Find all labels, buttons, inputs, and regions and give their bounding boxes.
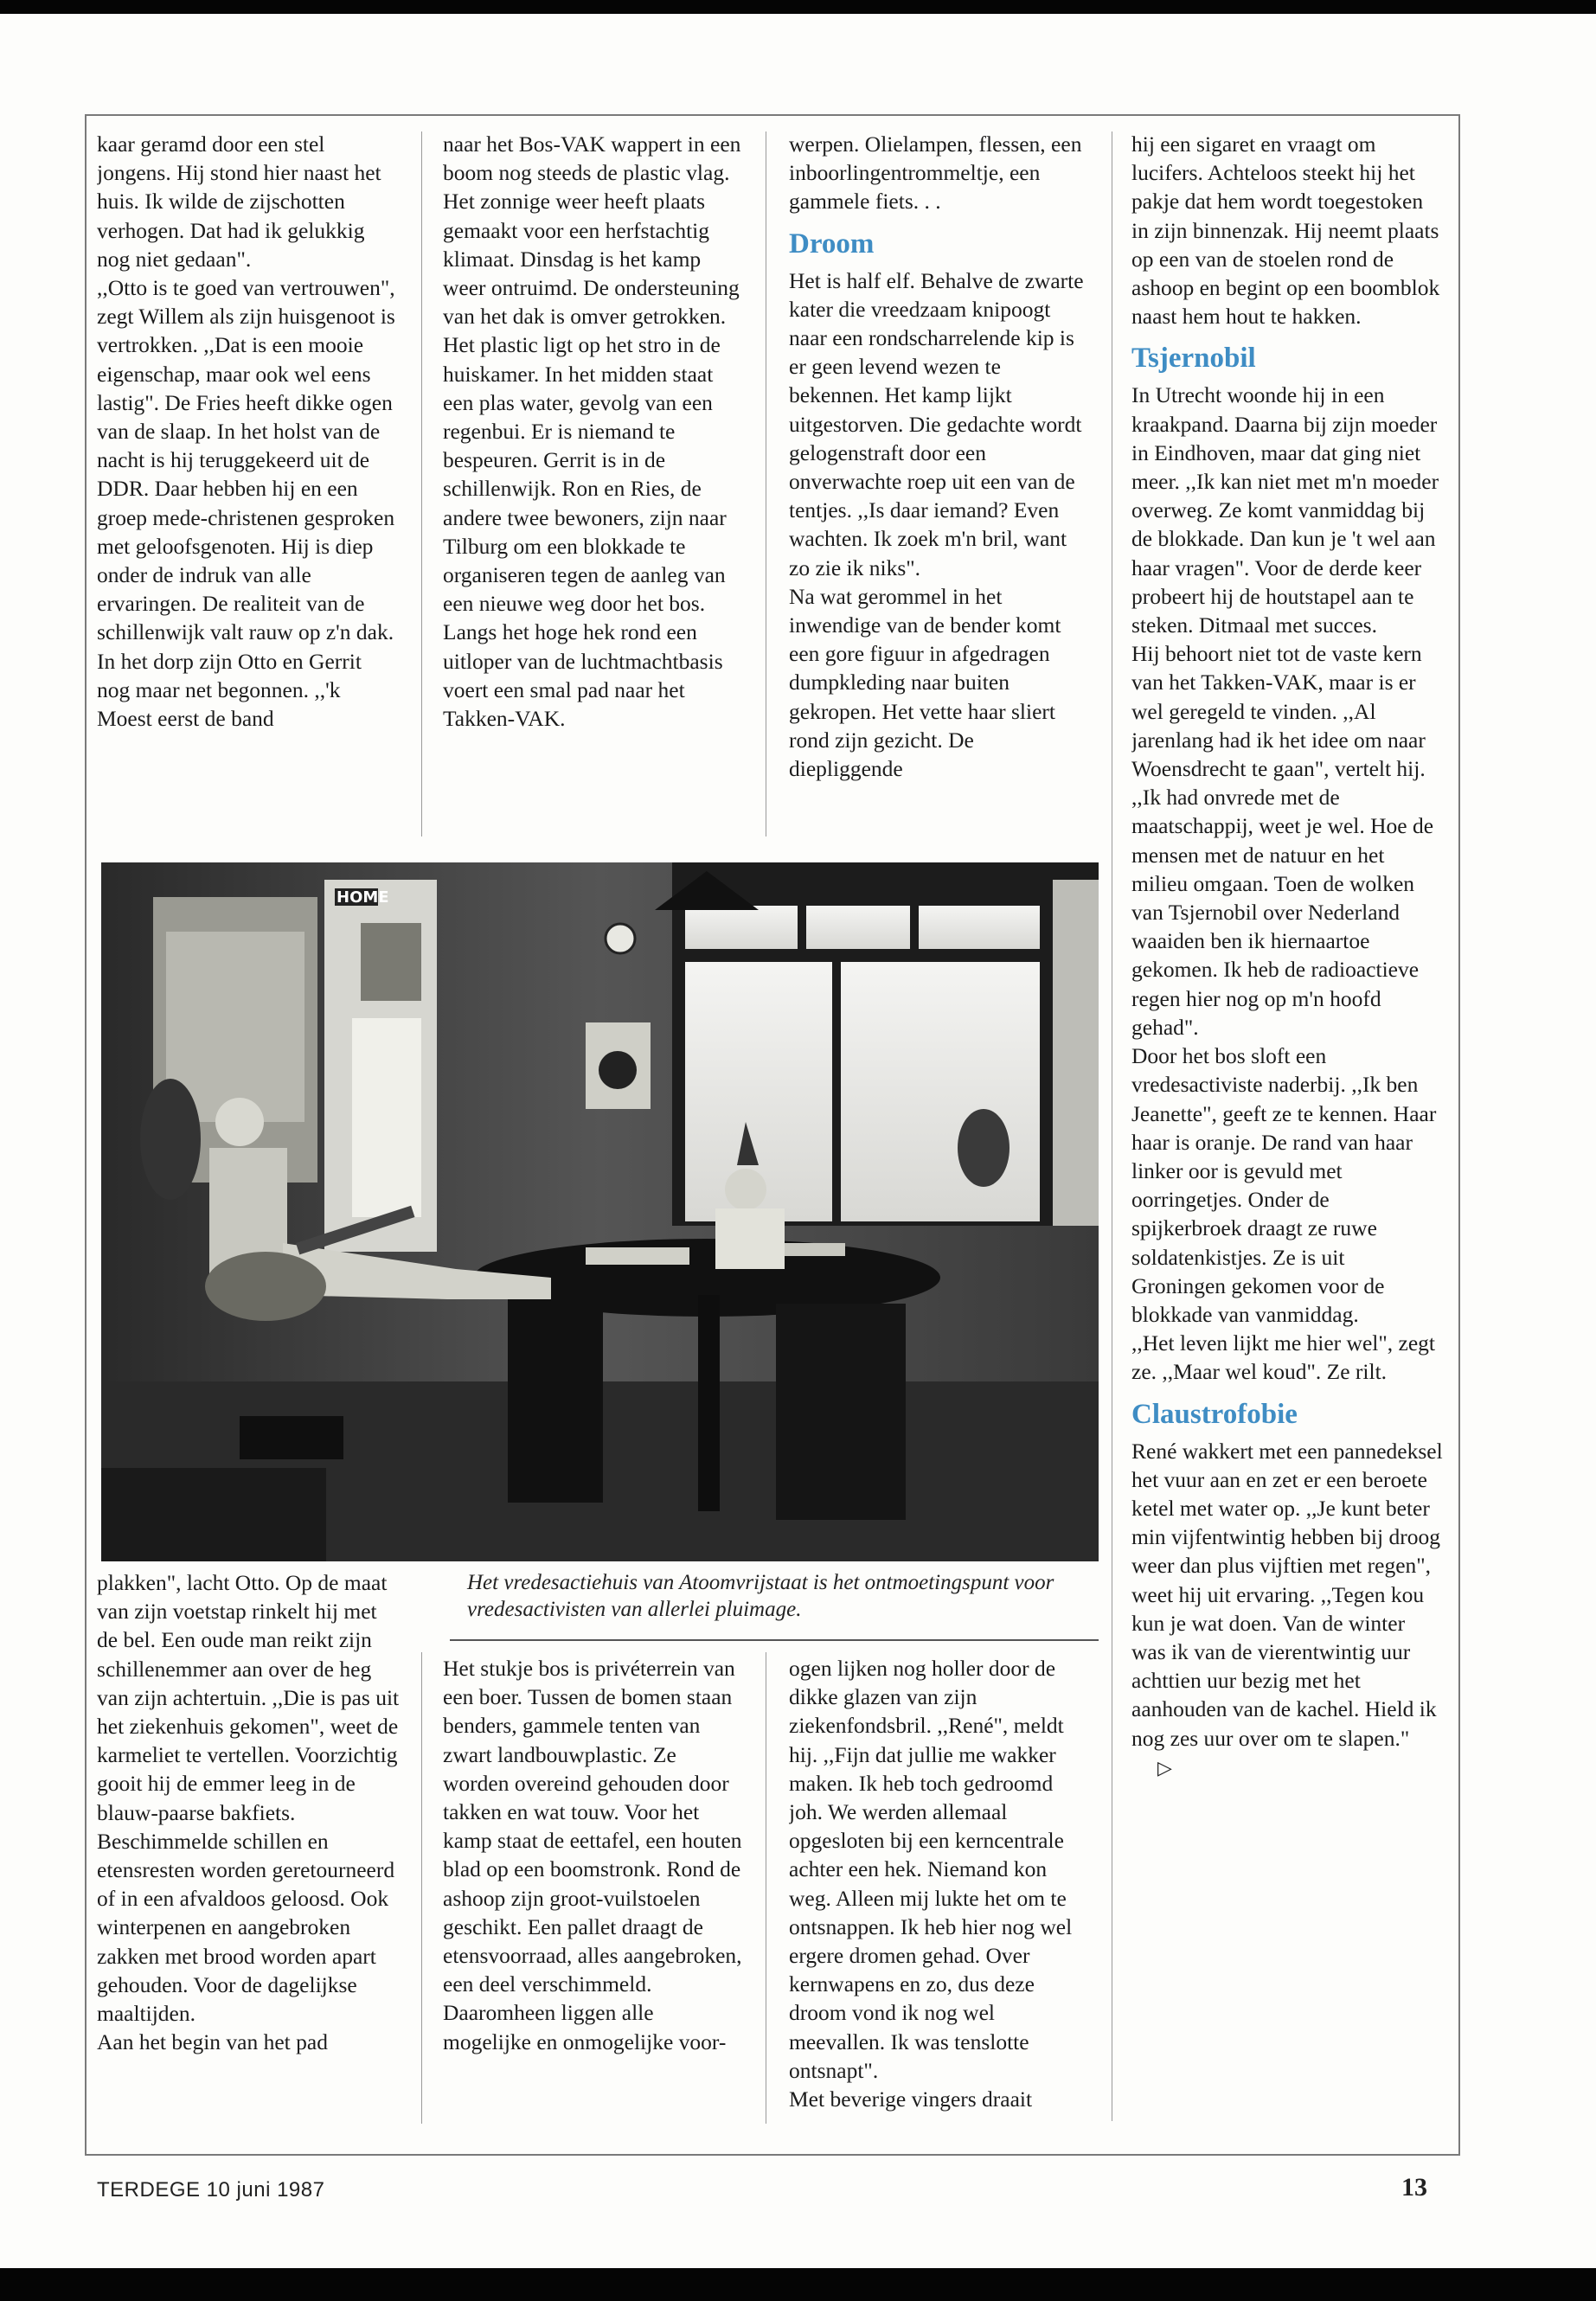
caption-rule [450,1639,1099,1641]
photo-room-illustration [101,862,1099,1561]
body-text: werpen. Olielampen, flessen, een inboorlingentrommeltje, een gammele fiets. . . [789,131,1082,215]
photo-sign-text: HOME [337,888,389,907]
section-heading-claustrofobie: Claustrofobie [1131,1398,1298,1430]
column-divider [421,131,422,836]
body-text: Het is half elf. Behalve de zwarte kater die vreedzaam knipoogt naar een rondscharrelende kip is er geen levend wezen te bekennen. Het kamp lijkt uitgestorven. Die gedachte wordt gelogenstraft door een onverwachte roep uit een van de tentjes. ,,Is daar iemand? Even wachten. Ik zoek m'n bril, want zo zie ik niks". Na wat gerommel in het inwendige van de bender komt een gore figuur in afgedragen dumpkleding naar buiten gekropen. Het vette haar sliert rond zijn gezicht. De diepliggende [789,267,1084,782]
column-1-bottom [97,1568,400,2131]
body-text: plakken", lacht Otto. Op de maat van zijn voetstap rinkelt hij met de bel. Een oude man reikt zijn schillenemmer aan over de heg van zijn achtertuin. ,,Die is pas uit het ziekenhuis gekomen", weet de karmeliet te vertellen. Voorzichtig gooit hij de emmer leeg in de blauw-paarse bakfiets. Beschimmelde schillen en etensresten worden geretourneerd of in een afvaldoos geloosd. Ook winterpenen en aangebroken zakken met brood worden apart gehouden. Voor de dagelijkse maaltijden. Aan het begin van het pad [97,1570,400,2055]
continue-arrow-icon: ▷ [1157,1757,1172,1779]
column-1-top [97,130,398,839]
body-text: hij een sigaret en vraagt om lucifers. Achteloos steekt hij het pakje dat hem wordt toegestoken in zijn binnenzak. Hij neemt plaats op een van de stoelen rond de ashoop en begint op een boomblok naast hem hout te hakken. [1131,131,1440,330]
footer-publication: TERDEGE 10 juni 1987 [97,2178,325,2202]
article-photo [101,862,1099,1561]
section-heading-tsjernobil: Tsjernobil [1131,343,1256,375]
photo-caption: Het vredesactiehuis van Atoomvrijstaat is het ontmoetingspunt voor vredesactivisten van allerlei pluimage. [467,1571,1054,1621]
body-text: kaar geramd door een stel jongens. Hij stond hier naast het huis. Ik wilde de zijschotten verhogen. Dat had ik gelukkig nog niet gedaan". ,,Otto is te goed van vertrouwen", zegt Willem als zijn huisgenoot is vertrokken. ,,Dat is een mooie eigenschap, maar ook wel eens lastig". De Fries heeft dikke ogen van de slaap. In het holst van de nacht is hij teruggekeerd uit de DDR. Daar hebben hij en een groep mede-christenen gesproken met geloofsgenoten. Hij is diep onder de indruk van alle ervaringen. De realiteit van de schillenwijk valt rauw op z'n dak. In het dorp zijn Otto en Gerrit nog maar net begonnen. ,,'k Moest eerst de band [97,131,395,732]
body-text-end: René wakkert met een pannedeksel het vuur aan en zet er een beroete ketel met water op. ,,Je kunt beter min vijfentwintig hebben bij droog weer dan plus vijftien met regen", weet hij uit ervaring. ,,Tegen kou kun je wat doen. Van de winter was ik van de vierentwintig uur achttien uur bezig met het aanhouden van de kachel. Hield ik nog zes uur over om te slapen." [1131,1438,1443,1751]
scan-border-bottom [0,2268,1596,2301]
column-4 [1131,130,1443,2145]
section-heading-droom: Droom [789,228,875,260]
column-divider [421,1652,422,2124]
column-2-bottom [443,1654,744,2138]
body-text: naar het Bos-VAK wappert in een boom nog steeds de plastic vlag. Het zonnige weer heeft plaats gemaakt voor een herfstachtig klimaat. Dinsdag is het kamp weer ontruimd. De ondersteuning van het dak is omver getrokken. Het plastic ligt op het stro in de huiskamer. In het midden staat een plas water, gevolg van een regenbui. Er is niemand te bespeuren. Gerrit is in de schillenwijk. Ron en Ries, de andere twee bewoners, zijn naar Tilburg om een blokkade te organiseren tegen de aanleg van een nieuwe weg door het bos. Langs het hoge hek rond een uitloper van de luchtmachtbasis voert een smal pad naar het Takken-VAK. [443,131,741,732]
column-3-top [789,130,1092,839]
body-text: ogen lijken nog holler door de dikke glazen van zijn ziekenfondsbril. ,,René", meldt hij. ,,Fijn dat jullie me wakker maken. Ik heb toch gedroomd joh. We werden allemaal opgesloten bij een kerncentrale achter een hek. Niemand kon weg. Alleen mij lukte het om te ontsnappen. Ik heb hier nog wel ergere dromen gehad. Over kernwapens en zo, dus deze droom vond ik nog wel meevallen. Ik was tenslotte ontsnapt". Met beverige vingers draait [789,1656,1073,2112]
body-text [1131,1437,1443,1783]
page-number: 13 [1401,2173,1427,2202]
column-2-top [443,130,744,839]
body-text: In Utrecht woonde hij in een kraakpand. Daarna bij zijn moeder in Eindhoven, maar dat ging niet meer. ,,Ik kan niet met m'n moeder overweg. Ze komt vanmiddag bij de blokkade. Dan kun je 't wel aan haar vragen". Voor de derde keer probeert hij de houtstapel aan te steken. Ditmaal met succes. Hij behoort niet tot de vaste kern van het Takken-VAK, maar is er wel geregeld te vinden. ,,Al jarenlang had ik het idee om naar Woensdrecht te gaan", vertelt hij. ,,Ik had onvrede met de maatschappij, weet je wel. Hoe de mensen met de natuur en het milieu omgaan. Toen de wolken van Tsjernobil over Nederland waaiden ben ik hiernaartoe gekomen. Ik heb de radioactieve regen hier nog op m'n hoofd gehad". Door het bos sloft een vredesactiviste naderbij. ,,Ik ben Jeanette", geeft ze te kennen. Haar haar is oranje. De rand van haar linker oor is gevuld met oorringetjes. Onder de spijkerbroek draagt ze ruwe soldatenkistjes. Ze is uit Groningen gekomen voor de blokkade van vanmiddag. ,,Het leven lijkt me hier wel", zegt ze. ,,Maar wel koud". Ze rilt. [1131,382,1439,1385]
body-text: Het stukje bos is privéterrein van een boer. Tussen de bomen staan benders, gammele tenten van zwart landbouwplastic. Ze worden overeind gehouden door takken en wat touw. Voor het kamp staat de eettafel, een houten blad op een boomstronk. Rond de ashoop zijn groot-vuilstoelen geschikt. Een pallet draagt de etensvoorraad, alles aangebroken, een deel verschimmeld. Daaromheen liggen alle mogelijke en onmogelijke voor- [443,1656,742,2054]
scan-border-top [0,0,1596,14]
column-3-bottom [789,1654,1092,2138]
